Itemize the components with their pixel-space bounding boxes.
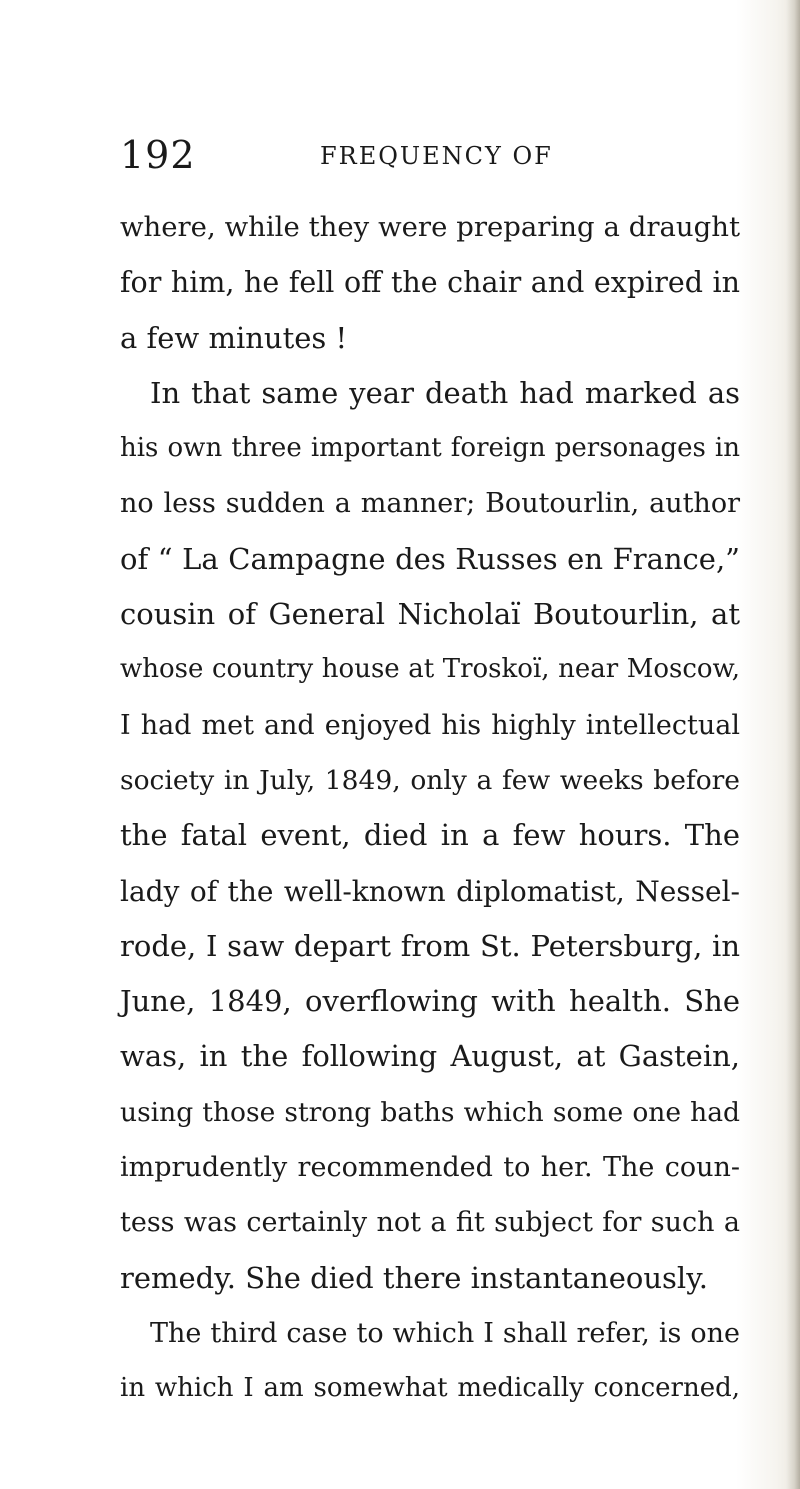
- page-number: 192: [120, 133, 196, 177]
- text-line: cousin of General Nicholaï Boutourlin, at: [120, 597, 740, 632]
- text-line: the fatal event, died in a few hours. The: [120, 818, 740, 853]
- text-line: whose country house at Troskoï, near Moscow,: [120, 654, 740, 685]
- text-line: lady of the well-known diplomatist, Nessel-: [120, 874, 740, 908]
- text-line: society in July, 1849, only a few weeks before: [120, 764, 740, 796]
- text-line: June, 1849, overflowing with health. She: [120, 984, 740, 1019]
- text-line: The third case to which I shall refer, is one: [150, 1317, 740, 1349]
- text-line: In that same year death had marked as: [150, 375, 740, 410]
- text-line: rode, I saw depart from St. Petersburg, in: [120, 928, 740, 963]
- text-line: imprudently recommended to her. The coun-: [120, 1152, 740, 1184]
- text-line: tess was certainly not a fit subject for such a: [120, 1207, 740, 1239]
- text-line: where, while they were preparing a draught: [120, 211, 740, 243]
- text-line: his own three important foreign personages in: [120, 433, 740, 464]
- text-line: no less sudden a manner; Boutourlin, author: [120, 488, 740, 520]
- body-text: [120, 200, 740, 1417]
- text-line: a few minutes !: [120, 320, 348, 355]
- text-line: I had met and enjoyed his highly intellectual: [120, 709, 740, 741]
- text-line: of “ La Campagne des Russes en France,”: [120, 541, 740, 576]
- running-head: FREQUENCY OF: [320, 142, 553, 170]
- text-line: was, in the following August, at Gastein,: [120, 1039, 740, 1074]
- text-line: in which I am somewhat medically concerned,: [120, 1373, 740, 1404]
- page-header: [120, 130, 740, 180]
- text-line: for him, he fell off the chair and expired in: [120, 266, 740, 300]
- page-edge-shadow: [786, 0, 800, 1489]
- text-line: remedy. She died there instantaneously.: [120, 1260, 708, 1295]
- text-line: using those strong baths which some one had: [120, 1096, 740, 1128]
